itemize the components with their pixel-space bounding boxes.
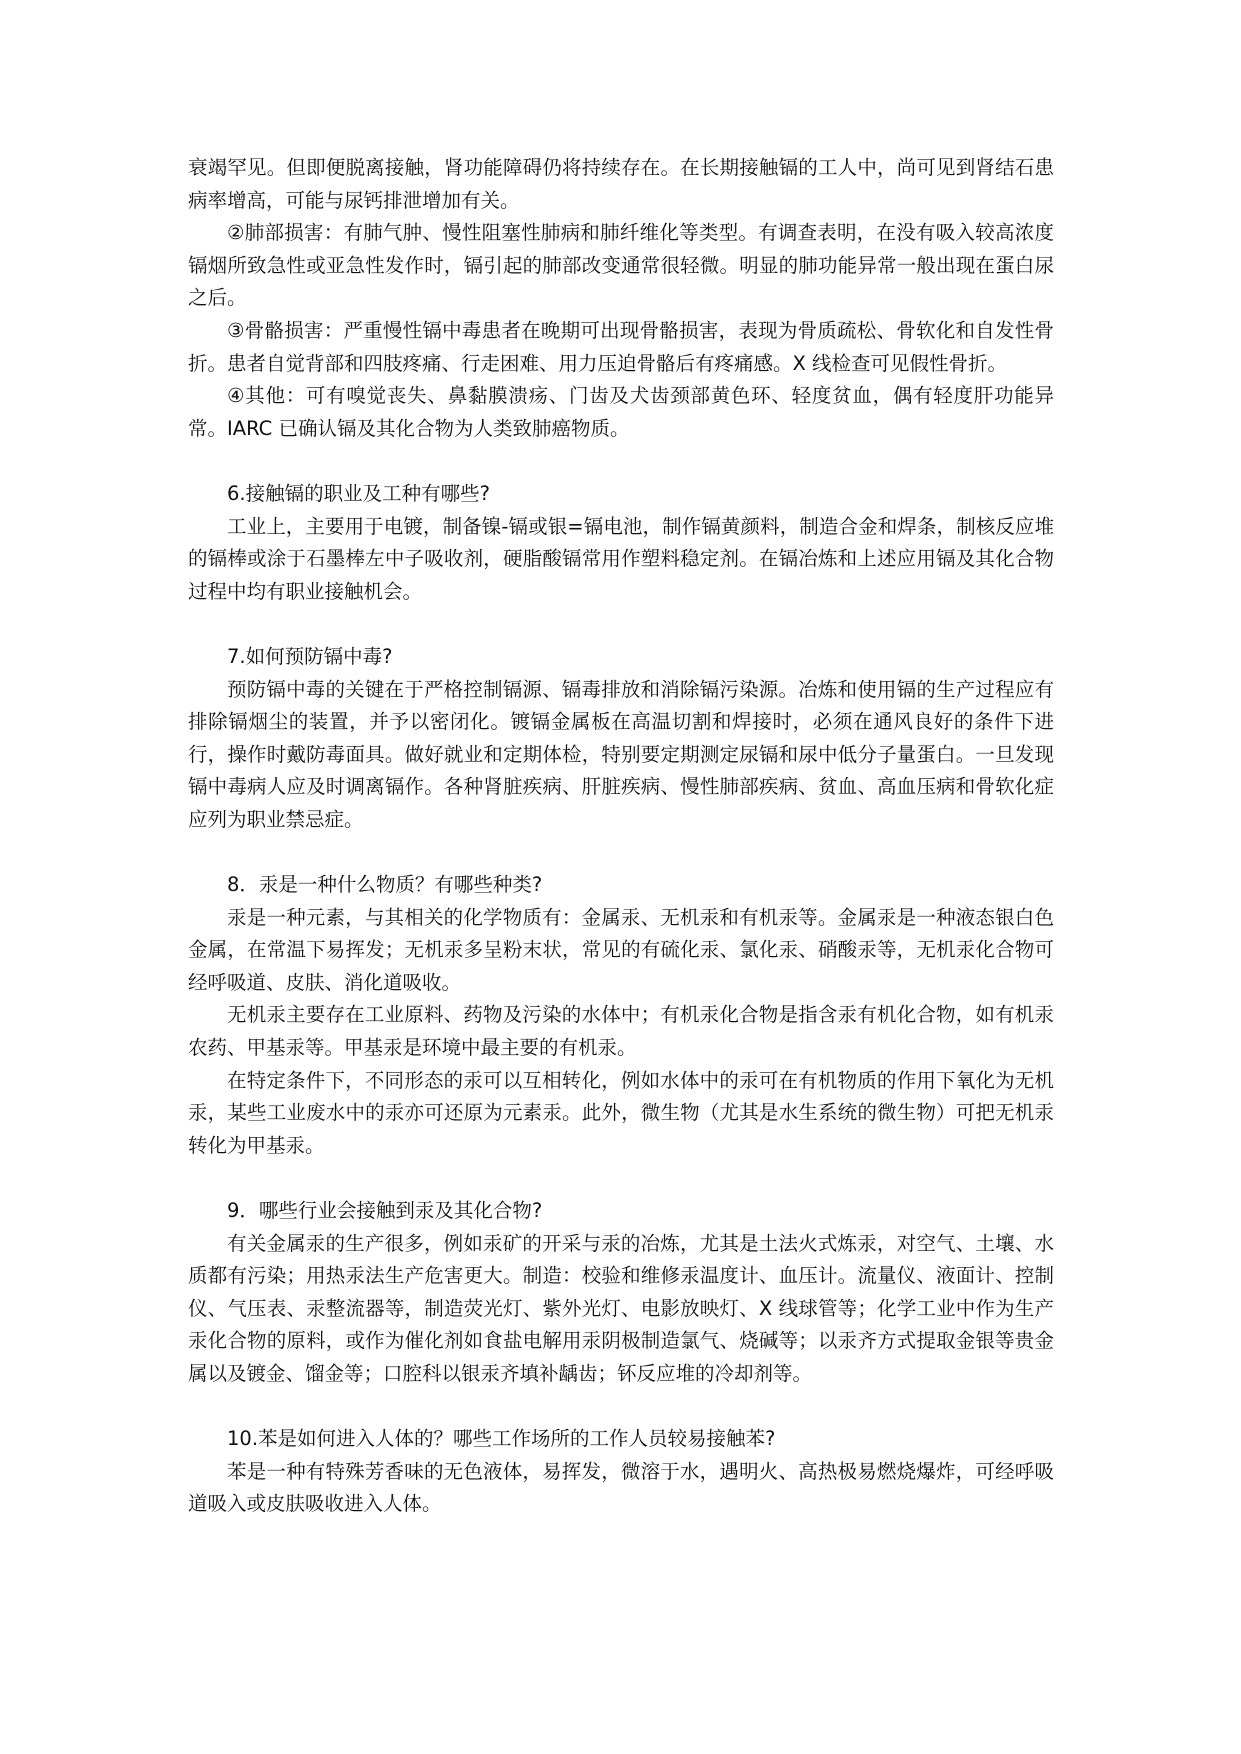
body-paragraph: ③骨骼损害：严重慢性镉中毒患者在晚期可出现骨骼损害，表现为骨质疏松、骨软化和自发性骨折。患者自觉背部和四肢疼痛、行走困难、用力压迫骨骼后有疼痛感。X 线检查可见假性骨折。 — [188, 318, 1054, 375]
body-paragraph: 在特定条件下，不同形态的汞可以互相转化，例如水体中的汞可在有机物质的作用下氧化为无机汞，某些工业废水中的汞亦可还原为元素汞。此外，微生物（尤其是水生系统的微生物）可把无机汞转化为甲基汞。 — [188, 1068, 1054, 1157]
section-spacer — [188, 445, 1054, 478]
body-paragraph: ④其他：可有嗅觉丧失、鼻黏膜溃疡、门齿及犬齿颈部黄色环、轻度贫血，偶有轻度肝功能异常。IARC 已确认镉及其化合物为人类致肺癌物质。 — [188, 384, 1054, 440]
body-paragraph: 苯是一种有特殊芳香味的无色液体，易挥发，微溶于水，遇明火、高热极易燃烧爆炸，可经呼吸道吸入或皮肤吸收进入人体。 — [188, 1459, 1054, 1516]
body-paragraph: 预防镉中毒的关键在于严格控制镉源、镉毒排放和消除镉污染源。冶炼和使用镉的生产过程应有排除镉烟尘的装置，并予以密闭化。镀镉金属板在高温切割和焊接时，必须在通风良好的条件下进行，操作时戴防毒面具。做好就业和定期体检，特别要定期测定尿镉和尿中低分子量蛋白。一旦发现镉中毒病人应及时调离镉作。各种肾脏疾病、肝脏疾病、慢性肺部疾病、贫血、高血压病和骨软化症应列为职业禁忌症。 — [188, 677, 1054, 831]
section-spacer — [188, 836, 1054, 869]
body-paragraph: 汞是一种元素，与其相关的化学物质有：金属汞、无机汞和有机汞等。金属汞是一种液态银白色金属，在常温下易挥发；无机汞多呈粉末状，常见的有硫化汞、氯化汞、硝酸汞等，无机汞化合物可经呼吸道、皮肤、消化道吸收。 — [188, 905, 1054, 994]
question-heading: 6.接触镉的职业及工种有哪些? — [227, 481, 490, 505]
body-paragraph: 工业上，主要用于电镀，制备镍-镉或银=镉电池，制作镉黄颜料，制造合金和焊条，制核反应堆的镉棒或涂于石墨棒左中子吸收剂，硬脂酸镉常用作塑料稳定剂。在镉冶炼和上述应用镉及其化合物过程中均有职业接触机会。 — [188, 514, 1054, 603]
section-spacer — [188, 1162, 1054, 1195]
body-paragraph: 无机汞主要存在工业原料、药物及污染的水体中；有机汞化合物是指含汞有机化合物，如有机汞农药、甲基汞等。甲基汞是环境中最主要的有机汞。 — [188, 1003, 1054, 1060]
question-heading: 9．哪些行业会接触到汞及其化合物? — [227, 1199, 543, 1222]
body-paragraph: 衰竭罕见。但即便脱离接触，肾功能障碍仍将持续存在。在长期接触镉的工人中，尚可见到肾结石患病率增高，可能与尿钙排泄增加有关。 — [188, 156, 1054, 212]
question-heading: 8．汞是一种什么物质？有哪些种类? — [227, 873, 543, 897]
body-paragraph: 有关金属汞的生产很多，例如汞矿的开采与汞的冶炼，尤其是土法火式炼汞，对空气、土壤、水质都有污染；用热汞法生产危害更大。制造：校验和维修汞温度计、血压计。流量仪、液面计、控制仪、气压表、汞整流器等，制造荧光灯、紫外光灯、电影放映灯、X 线球管等；化学工业中作为生产汞化合物的原料，或作为催化剂如食盐电解用汞阴极制造氯气、烧碱等；以汞齐方式提取金银等贵金属以及镀金、馏金等；口腔科以银汞齐填补龋齿；钚反应堆的冷却剂等。 — [188, 1231, 1054, 1385]
body-paragraph: ②肺部损害：有肺气肿、慢性阻塞性肺病和肺纤维化等类型。有调查表明，在没有吸入较高浓度镉烟所致急性或亚急性发作时，镉引起的肺部改变通常很轻微。明显的肺功能异常一般出现在蛋白尿之后。 — [188, 221, 1054, 310]
document-page — [188, 152, 1054, 1521]
section-spacer — [188, 608, 1054, 641]
question-heading: 7.如何预防镉中毒? — [227, 644, 393, 668]
section-spacer — [188, 1391, 1054, 1424]
question-heading: 10.苯是如何进入人体的？哪些工作场所的工作人员较易接触苯? — [227, 1427, 776, 1451]
